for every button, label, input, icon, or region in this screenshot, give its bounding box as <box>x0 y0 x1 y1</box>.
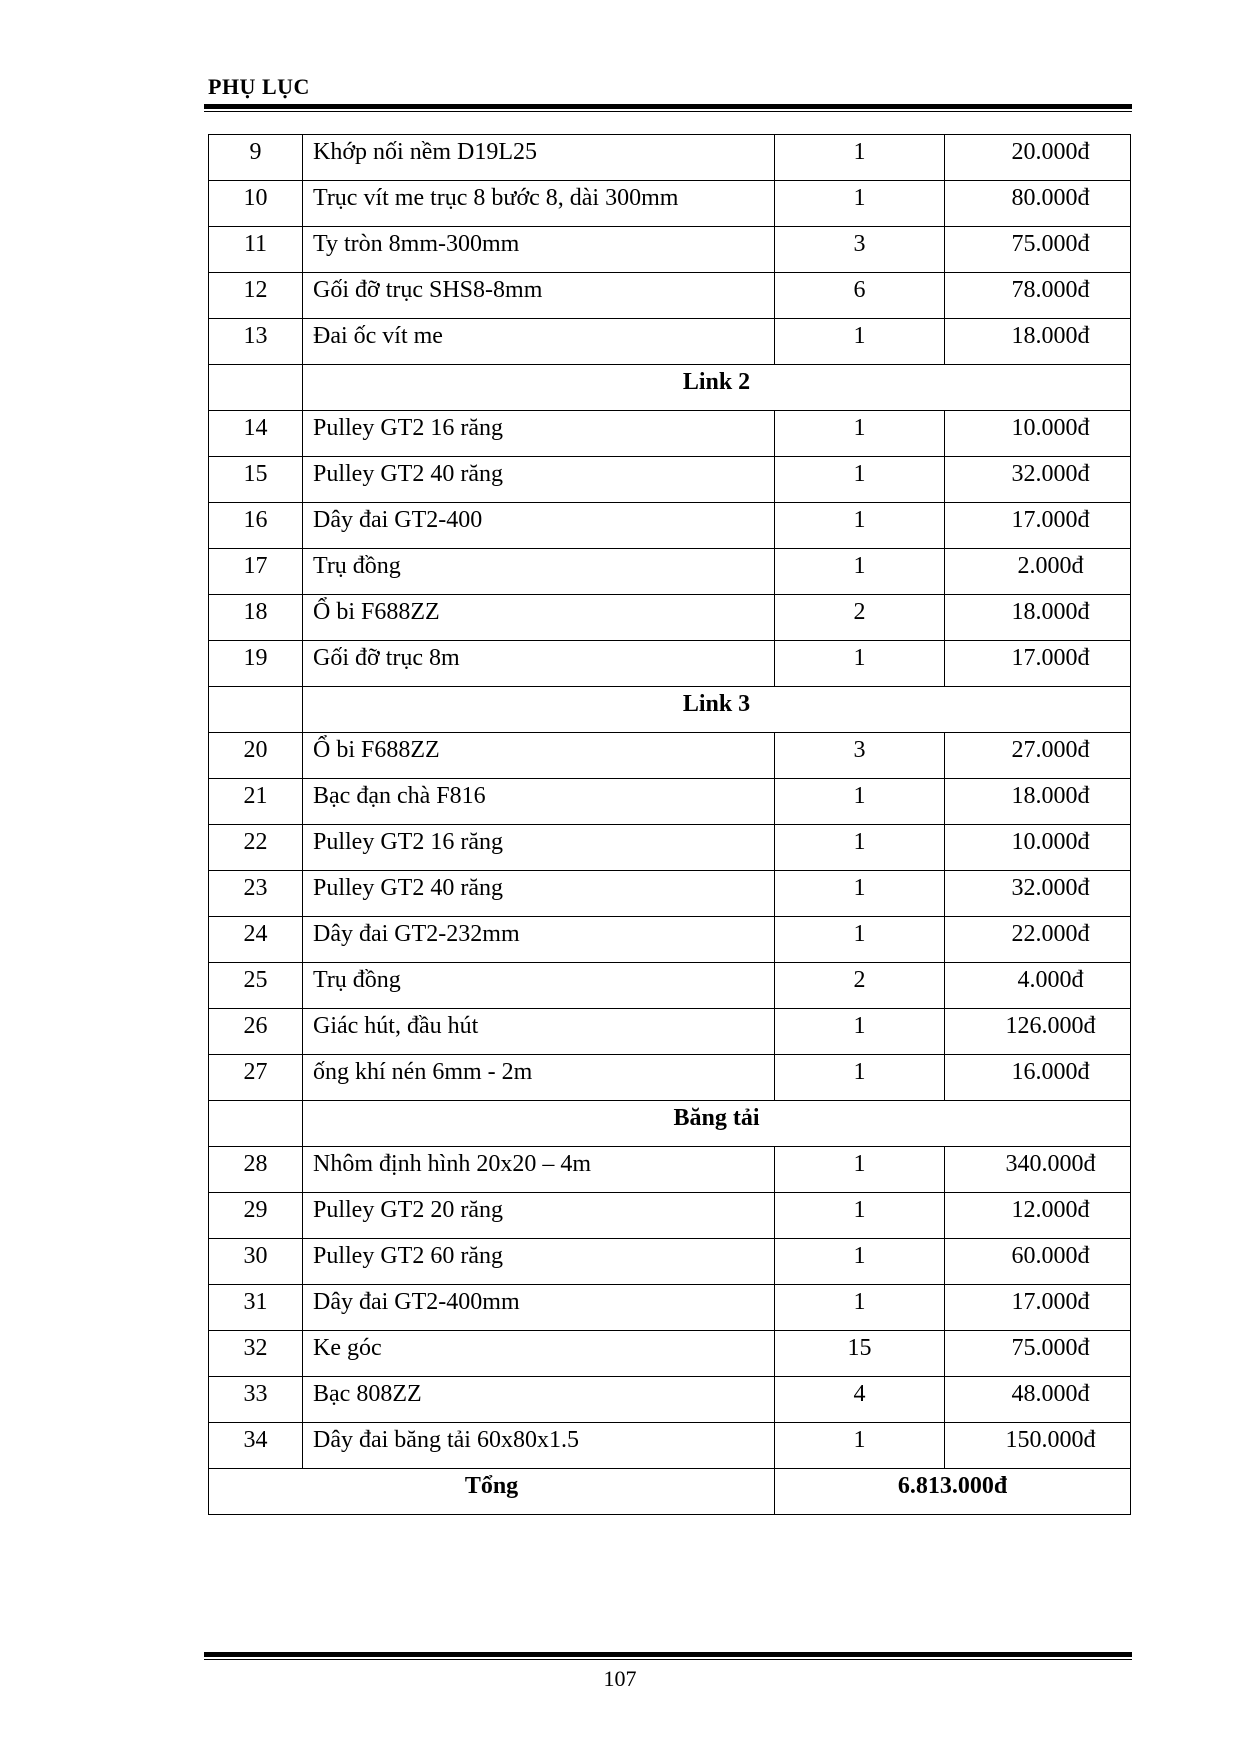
price: 17.000đ <box>945 1285 1131 1331</box>
part-name: Bạc đạn chà F816 <box>303 779 775 825</box>
row-number: 14 <box>209 411 303 457</box>
part-name: Pulley GT2 16 răng <box>303 825 775 871</box>
part-name: Nhôm định hình 20x20 – 4m <box>303 1147 775 1193</box>
total-label: Tổng <box>209 1469 775 1515</box>
row-number: 32 <box>209 1331 303 1377</box>
quantity: 1 <box>775 503 945 549</box>
quantity: 1 <box>775 181 945 227</box>
part-name: Ke góc <box>303 1331 775 1377</box>
part-name: Trục vít me trục 8 bước 8, dài 300mm <box>303 181 775 227</box>
part-name: Dây đai GT2-232mm <box>303 917 775 963</box>
quantity: 3 <box>775 227 945 273</box>
quantity: 1 <box>775 1285 945 1331</box>
table-row <box>209 1147 1131 1193</box>
table-row <box>209 871 1131 917</box>
part-name: Khớp nối nềm D19L25 <box>303 135 775 181</box>
total-row <box>209 1469 1131 1515</box>
table-row <box>209 641 1131 687</box>
price: 17.000đ <box>945 641 1131 687</box>
row-number: 21 <box>209 779 303 825</box>
row-number: 18 <box>209 595 303 641</box>
price: 126.000đ <box>945 1009 1131 1055</box>
table-row <box>209 1055 1131 1101</box>
quantity: 1 <box>775 641 945 687</box>
price: 80.000đ <box>945 181 1131 227</box>
table-row <box>209 1285 1131 1331</box>
section-label: Link 3 <box>303 687 1131 733</box>
quantity: 1 <box>775 917 945 963</box>
price: 18.000đ <box>945 779 1131 825</box>
row-number: 26 <box>209 1009 303 1055</box>
quantity: 3 <box>775 733 945 779</box>
table-row <box>209 1377 1131 1423</box>
row-number: 9 <box>209 135 303 181</box>
row-number: 10 <box>209 181 303 227</box>
quantity: 1 <box>775 1193 945 1239</box>
part-name: Trụ đồng <box>303 963 775 1009</box>
part-name: Đai ốc vít me <box>303 319 775 365</box>
row-number: 31 <box>209 1285 303 1331</box>
row-number: 33 <box>209 1377 303 1423</box>
table-row <box>209 1331 1131 1377</box>
quantity: 4 <box>775 1377 945 1423</box>
part-name: Pulley GT2 16 răng <box>303 411 775 457</box>
section-row <box>209 365 1131 411</box>
row-number: 27 <box>209 1055 303 1101</box>
quantity: 15 <box>775 1331 945 1377</box>
price: 27.000đ <box>945 733 1131 779</box>
part-name: Pulley GT2 20 răng <box>303 1193 775 1239</box>
section-label: Băng tải <box>303 1101 1131 1147</box>
row-number: 30 <box>209 1239 303 1285</box>
page-number: 107 <box>603 1666 637 1691</box>
part-name: Dây đai GT2-400 <box>303 503 775 549</box>
quantity: 1 <box>775 1009 945 1055</box>
row-number: 22 <box>209 825 303 871</box>
quantity: 1 <box>775 457 945 503</box>
row-number: 13 <box>209 319 303 365</box>
parts-cost-table <box>208 134 1131 1515</box>
table-row <box>209 1193 1131 1239</box>
quantity: 1 <box>775 135 945 181</box>
price: 32.000đ <box>945 457 1131 503</box>
section-empty-cell <box>209 687 303 733</box>
quantity: 1 <box>775 411 945 457</box>
table-row <box>209 319 1131 365</box>
price: 20.000đ <box>945 135 1131 181</box>
price: 18.000đ <box>945 595 1131 641</box>
table-row <box>209 1423 1131 1469</box>
part-name: Bạc 808ZZ <box>303 1377 775 1423</box>
price: 340.000đ <box>945 1147 1131 1193</box>
table-row <box>209 227 1131 273</box>
price: 48.000đ <box>945 1377 1131 1423</box>
part-name: Giác hút, đầu hút <box>303 1009 775 1055</box>
row-number: 17 <box>209 549 303 595</box>
table-row <box>209 825 1131 871</box>
section-row <box>209 1101 1131 1147</box>
row-number: 16 <box>209 503 303 549</box>
table-row <box>209 917 1131 963</box>
part-name: Ổ bi F688ZZ <box>303 733 775 779</box>
row-number: 11 <box>209 227 303 273</box>
price: 10.000đ <box>945 411 1131 457</box>
page-header-title: PHỤ LỤC <box>208 74 310 99</box>
part-name: Pulley GT2 60 răng <box>303 1239 775 1285</box>
footer-rule-thick <box>204 1652 1132 1657</box>
table-row <box>209 549 1131 595</box>
parts-table-body <box>209 135 1131 1469</box>
row-number: 34 <box>209 1423 303 1469</box>
quantity: 1 <box>775 1239 945 1285</box>
quantity: 1 <box>775 1147 945 1193</box>
price: 17.000đ <box>945 503 1131 549</box>
table-row <box>209 1239 1131 1285</box>
row-number: 19 <box>209 641 303 687</box>
quantity: 2 <box>775 963 945 1009</box>
price: 60.000đ <box>945 1239 1131 1285</box>
section-empty-cell <box>209 365 303 411</box>
part-name: Dây đai GT2-400mm <box>303 1285 775 1331</box>
row-number: 28 <box>209 1147 303 1193</box>
quantity: 1 <box>775 825 945 871</box>
row-number: 29 <box>209 1193 303 1239</box>
total-value: 6.813.000đ <box>775 1469 1131 1515</box>
row-number: 24 <box>209 917 303 963</box>
section-label: Link 2 <box>303 365 1131 411</box>
table-row <box>209 963 1131 1009</box>
quantity: 1 <box>775 779 945 825</box>
quantity: 1 <box>775 871 945 917</box>
part-name: Pulley GT2 40 răng <box>303 457 775 503</box>
part-name: Gối đỡ trục 8m <box>303 641 775 687</box>
part-name: Ổ bi F688ZZ <box>303 595 775 641</box>
table-row <box>209 503 1131 549</box>
section-row <box>209 687 1131 733</box>
table-row <box>209 181 1131 227</box>
price: 18.000đ <box>945 319 1131 365</box>
price: 75.000đ <box>945 1331 1131 1377</box>
table-row <box>209 135 1131 181</box>
price: 16.000đ <box>945 1055 1131 1101</box>
part-name: Pulley GT2 40 răng <box>303 871 775 917</box>
table-row <box>209 595 1131 641</box>
row-number: 20 <box>209 733 303 779</box>
row-number: 12 <box>209 273 303 319</box>
price: 150.000đ <box>945 1423 1131 1469</box>
quantity: 6 <box>775 273 945 319</box>
table-row <box>209 457 1131 503</box>
price: 75.000đ <box>945 227 1131 273</box>
header-rule-thin <box>204 111 1132 112</box>
row-number: 23 <box>209 871 303 917</box>
row-number: 15 <box>209 457 303 503</box>
price: 22.000đ <box>945 917 1131 963</box>
header-rule-thick <box>204 104 1132 109</box>
quantity: 1 <box>775 549 945 595</box>
price: 12.000đ <box>945 1193 1131 1239</box>
price: 78.000đ <box>945 273 1131 319</box>
price: 4.000đ <box>945 963 1131 1009</box>
quantity: 2 <box>775 595 945 641</box>
row-number: 25 <box>209 963 303 1009</box>
section-empty-cell <box>209 1101 303 1147</box>
table-row <box>209 779 1131 825</box>
part-name: Dây đai băng tải 60x80x1.5 <box>303 1423 775 1469</box>
quantity: 1 <box>775 1055 945 1101</box>
table-row <box>209 411 1131 457</box>
price: 10.000đ <box>945 825 1131 871</box>
table-row <box>209 733 1131 779</box>
table-row <box>209 1009 1131 1055</box>
table-row <box>209 273 1131 319</box>
part-name: ống khí nén 6mm - 2m <box>303 1055 775 1101</box>
quantity: 1 <box>775 319 945 365</box>
price: 2.000đ <box>945 549 1131 595</box>
quantity: 1 <box>775 1423 945 1469</box>
part-name: Trụ đồng <box>303 549 775 595</box>
footer-rule-thin <box>204 1659 1132 1660</box>
part-name: Gối đỡ trục SHS8-8mm <box>303 273 775 319</box>
price: 32.000đ <box>945 871 1131 917</box>
part-name: Ty tròn 8mm-300mm <box>303 227 775 273</box>
